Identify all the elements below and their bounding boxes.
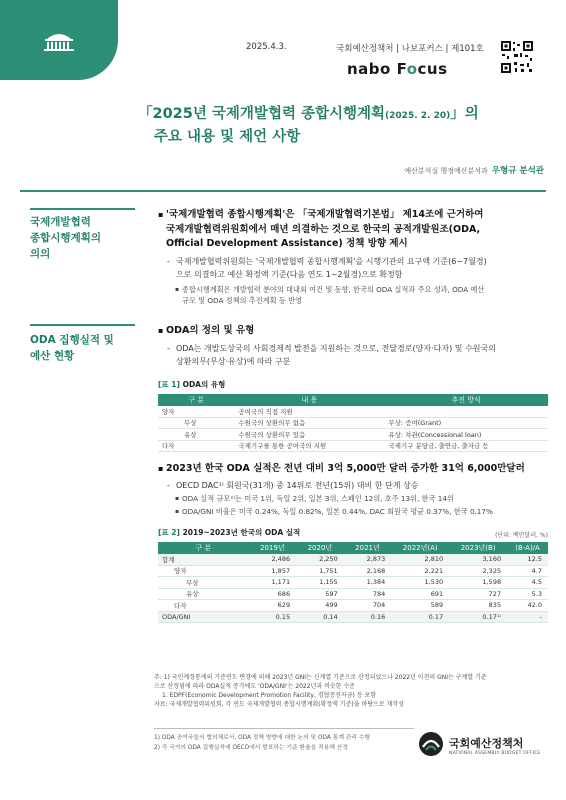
table-row: 양자 공여국의 직접 지원	[158, 406, 548, 418]
section-label-significance: 국제개발협력 종합시행계획의 의의	[30, 216, 102, 260]
footnotes: 1) ODA 공여국들의 협의체로서, ODA 정책 방향에 대한 논의 및 ODA 통계 관리 수행 2) 각 국가의 ODA 집행실적에 OECD에서 발표하는 기준 환율을 적용해 산정	[154, 735, 371, 751]
table-header: 2020년	[296, 542, 344, 554]
issue-date: 2025.4.3.	[246, 42, 287, 52]
org-name: 국회예산정책처	[449, 737, 524, 750]
bullet-heading: ▪ 2023년 한국 ODA 실적은 전년 대비 3억 5,000만 달러 증가한 31억 6,000만달러	[158, 462, 548, 477]
section-bar	[30, 324, 135, 326]
table-header: 추진 방식	[384, 394, 548, 406]
bullet-heading: ▪ ODA의 정의 및 유형	[158, 324, 548, 339]
bullet-item: - OECD DAC¹⁾ 회원국(31개) 중 14위로 전년(15위) 대비 한 단계 상승	[158, 479, 548, 492]
table-header: 2021년	[344, 542, 392, 554]
table2-caption: [표 2] 2019~2023년 한국의 ODA 실적	[158, 527, 301, 537]
header-logo-block	[0, 0, 118, 80]
table-row: ODA/GNI 0.15 0.14 0.16 0.17 0.17¹⁾ -	[158, 611, 548, 623]
table-notes: 주: 1) 국민계정통계의 기준연도 변경에 의해 2023년 GNI는 신계열 기준으로 산정되었으나 2022년 이전의 GNI는 구계열 기준 으로 산정됨에 따라 ODA실적 증가에도 'ODA/GNI'는 2022년과 비슷한 수준 1. EDPF(Economic Development Promotion Facility, 경협증진자금) 등 포함 자료: 국제개발협력위원회, 각 연도 국제개발협력 종합시행계획(확정액 기준)을 바탕으로 재작성	[154, 674, 487, 708]
footnote-divider	[154, 728, 414, 729]
nabo-emblem-icon	[418, 731, 444, 757]
table-row: 무상 1,171 1,155 1,384 1,530 1,598 4.5	[158, 577, 548, 589]
table1-caption: [표 1] ODA의 유형	[158, 379, 226, 389]
table-row: 유상 수원국의 상환의무 있음 유상: 차관(Concessional loan)	[158, 429, 548, 441]
table-row: 다자 국제기구를 통한 공여국의 지원 국제기구 분담금, 출연금, 출자금 등	[158, 440, 548, 452]
table-header: 2022년(A)	[391, 542, 449, 554]
bullet-subitem: ▪ 종합시행계획은 개발협력 분야의 대내외 여건 및 동향, 한국의 ODA 실적과 주요 성과, ODA 예산 규모 및 ODA 정책의 추진계획 등 반영	[158, 284, 548, 306]
bullet-heading: ▪ '국제개발협력 종합시행계획'은 「국제개발협력기본법」 제14조에 근거하여 국제개발협력위원회에서 매년 의결하는 것으로 한국의 공적개발원조(ODA, Official Development Assistance) 정책 방향 제시	[158, 208, 548, 252]
section-significance-body	[158, 208, 548, 306]
bullet-item: - 국제개발협력위원회는 '국제개발협력 종합시행계획'을 시행기관의 요구액 기준(6~7월경) 으로 의결하고 예산 확정액 기준(다음 연도 1~2월경)으로 확정함	[158, 255, 548, 281]
table2-unit: (단위: 백만달러, %)	[495, 531, 548, 539]
table-header: (B-A)/A	[507, 542, 548, 554]
table-row: 무상 수원국의 상환의무 없음 무상: 증여(Grant)	[158, 417, 548, 429]
series-info: 국회예산정책처 | 나보포커스 | 제101호	[336, 44, 484, 54]
table-row: 합계 2,486 2,250 2,873 2,810 3,160 12.5	[158, 554, 548, 566]
section-oda-status-body	[158, 324, 548, 623]
table-header: 구 분	[158, 394, 234, 406]
table-row: 다자 629 499 704 589 835 42.0	[158, 600, 548, 612]
table-row: 양자 1,857 1,751 2,168 2,221 2,325 4.7	[158, 565, 548, 577]
page-title: 「2025년 국제개발협력 종합시행계획(2025. 2. 20)」의 주요 내용 및 제언 사항	[138, 106, 479, 145]
table-header: 2019년	[249, 542, 297, 554]
author-line: 예산분석실 행정예산분석과 우형규 분석관	[404, 166, 544, 176]
section-bar	[30, 208, 135, 210]
nabo-focus-logo: nabo Focus	[347, 60, 448, 78]
header-divider	[20, 190, 546, 192]
bullet-item: - ODA는 개발도상국의 사회경제적 발전을 지원하는 것으로, 전달경로(양자·다자) 및 수원국의 상환의무(무상·유상)에 따라 구분	[158, 342, 548, 368]
qr-code-icon[interactable]	[500, 40, 534, 74]
table-header: 구 분	[158, 542, 249, 554]
table-header: 내 용	[234, 394, 384, 406]
bullet-subitem: ▪ ODA 실적 규모²⁾는 미국 1위, 독일 2위, 일본 3위, 스페인 12위, 호주 13위, 한국 14위	[158, 493, 548, 504]
assembly-building-icon	[41, 30, 77, 52]
section-label-oda-status: ODA 집행실적 및 예산 현황	[30, 334, 114, 362]
table-oda-performance	[158, 542, 548, 624]
table-row: 유상 686 597 784 691 727 5.3	[158, 588, 548, 600]
bullet-subitem: ▪ ODA/GNI 비율은 미국 0.24%, 독일 0.82%, 일본 0.44%, DAC 회원국 평균 0.37%, 한국 0.17%	[158, 506, 548, 517]
org-name-en: NATIONAL ASSEMBLY BUDGET OFFICE	[449, 751, 541, 756]
table-oda-types	[158, 394, 548, 453]
table-header: 2023년(B)	[449, 542, 507, 554]
